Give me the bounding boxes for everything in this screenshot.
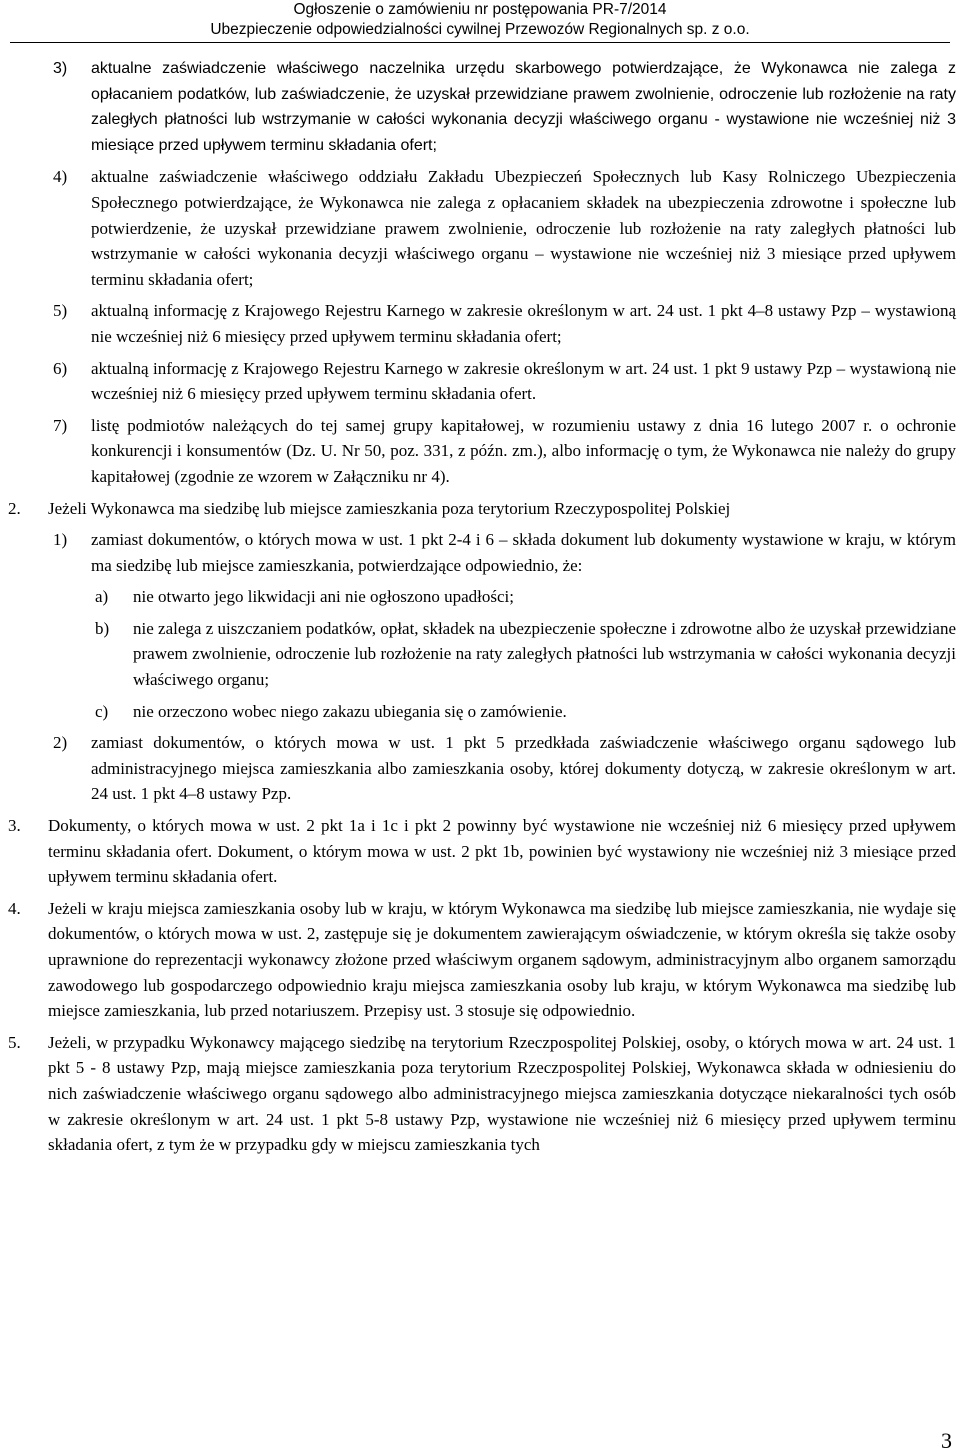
list-text: listę podmiotów należących do tej samej grupy kapitałowej, w rozumieniu ustawy z dnia 16 lutego 2007 r. o ochronie konkurencji i konsumentów (Dz. U. Nr 50, poz. 331, z późn. zm.), albo informację o tym, że Wykonawca nie należy do grupy kapitałowej (zgodnie ze wzorem w Załączniku nr 4). <box>91 415 956 486</box>
list-marker: 7) <box>53 415 68 435</box>
list-text: aktualne zaświadczenie właściwego naczelnika urzędu skarbowego potwierdzające, że Wykonawca nie zalega z opłacaniem podatków, lub zaświadczenie, że uzyskał przewidziane prawem zwolnienie, odroczenie lub rozłożenie na raty zaległych płatności lub wstrzymanie w całości wykonania decyzji właściwego organu - wystawione nie wcześniej niż 3 miesiące przed upływem terminu składania ofert; <box>91 60 956 154</box>
section-text: Dokumenty, o których mowa w ust. 2 pkt 1a i 1c i pkt 2 powinny być wystawione nie wcześniej niż 6 miesięcy przed upływem terminu składania ofert. Dokument, o którym mowa w ust. 2 pkt 1b, powinien być wystawiony nie wcześniej niż 3 miesiące przed upływem terminu składania ofert. <box>48 816 956 887</box>
list-marker: 2) <box>53 733 68 753</box>
header-title: Ogłoszenie o zamówieniu nr postępowania PR-7/2014 <box>293 1 667 18</box>
list-marker: 1) <box>53 530 68 550</box>
section-marker: 2. <box>8 498 21 518</box>
list-marker: c) <box>95 701 109 721</box>
list-marker: b) <box>95 618 110 638</box>
page-header <box>0 0 960 44</box>
section-4 <box>8 896 956 1024</box>
section-text: Jeżeli, w przypadku Wykonawcy mającego siedzibę na terytorium Rzeczpospolitej Polskiej, osoby, o których mowa w art. 24 ust. 1 pkt 5 - 8 ustawy Pzp, mają miejsce zamieszkania poza terytorium Rzeczpospolitej Polskiej, Wykonawca składa w odniesieniu do nich zaświadczenie właściwego organu sądowego albo administracyjnego miejsca zamieszkania dotyczące niekaralności tych osób w zakresie określonym w art. 24 ust. 1 pkt 5-8 ustawy Pzp, wystawione nie wcześniej niż 6 miesięcy przed upływem terminu składania ofert, z tym że w przypadku gdy w miejscu zamieszkania tych <box>48 1032 956 1155</box>
section-marker: 4. <box>8 898 21 918</box>
page-number: 3 <box>941 1428 952 1453</box>
list-item <box>53 298 956 349</box>
list-text: aktualną informację z Krajowego Rejestru Karnego w zakresie określonym w art. 24 ust. 1 pkt 9 ustawy Pzp – wystawioną nie wcześniej niż 6 miesięcy przed upływem terminu składania ofert. <box>91 358 956 404</box>
list-marker: 6) <box>53 358 68 378</box>
list-text: zamiast dokumentów, o których mowa w ust. 1 pkt 5 przedkłada zaświadczenie właściwego organu sądowego lub administracyjnego miejsca zamieszkania albo zamieszkania osoby, której dokumenty dotyczą, w zakresie określonym w art. 24 ust. 1 pkt 4–8 ustawy Pzp. <box>91 733 956 804</box>
section-2 <box>8 496 956 522</box>
section-marker: 3. <box>8 816 21 836</box>
list-text: nie otwarto jego likwidacji ani nie ogłoszono upadłości; <box>133 587 514 607</box>
list-text: nie zalega z uiszczaniem podatków, opłat, składek na ubezpieczenie społeczne i zdrowotne albo że uzyskał przewidziane prawem zwolnienie, odroczenie lub rozłożenie na raty zaległych płatności lub wstrzymania w całości wykonania decyzji właściwego organu; <box>133 618 956 690</box>
letter-item <box>95 699 956 725</box>
list-item <box>53 56 956 158</box>
letter-item <box>95 584 956 610</box>
section-text: Jeżeli w kraju miejsca zamieszkania osoby lub w kraju, w którym Wykonawca ma siedzibę lub miejsce zamieszkania, nie wydaje się dokumentów, o których mowa w ust. 2, zastępuje się je dokumentem zawierającym oświadczenie, w którym określa się także osoby uprawnione do reprezentacji wykonawcy złożone przed właściwym organem sądowym, administracyjnym albo organem samorządu zawodowego lub gospodarczego odpowiednio kraju miejsca zamieszkania osoby lub kraju, w którym Wykonawca ma siedzibę lub miejsce zamieszkania, lub przed notariuszem. Przepisy ust. 3 stosuje się odpowiednio. <box>48 898 956 1021</box>
letter-item <box>95 616 956 693</box>
header-rule <box>10 42 950 43</box>
list-marker: 4) <box>53 167 68 187</box>
list-marker: a) <box>95 587 109 607</box>
list-item <box>53 164 956 292</box>
list-item <box>53 413 956 490</box>
section-marker: 5. <box>8 1032 21 1052</box>
section-5 <box>8 1030 956 1158</box>
list-text: aktualną informację z Krajowego Rejestru Karnego w zakresie określonym w art. 24 ust. 1 pkt 4–8 ustawy Pzp – wystawioną nie wcześniej niż 6 miesięcy przed upływem terminu składania ofert; <box>91 301 956 346</box>
section-3 <box>8 813 956 890</box>
sub-item <box>53 527 956 578</box>
list-marker: 5) <box>53 301 68 321</box>
list-item <box>53 356 956 407</box>
list-text: nie orzeczono wobec niego zakazu ubiegania się o zamówienie. <box>133 701 567 721</box>
header-subtitle: Ubezpieczenie odpowiedzialności cywilnej Przewozów Regionalnych sp. z o.o. <box>210 21 750 38</box>
section-text: Jeżeli Wykonawca ma siedzibę lub miejsce zamieszkania poza terytorium Rzeczypospolitej Polskiej <box>48 498 731 518</box>
sub-item <box>53 730 956 807</box>
list-text: aktualne zaświadczenie właściwego oddziału Zakładu Ubezpieczeń Społecznych lub Kasy Rolniczego Ubezpieczenia Społecznego potwierdzające, że Wykonawca nie zalega z opłacaniem składek na ubezpieczenia zdrowotne i społeczne lub potwierdzenie, że uzyskał przewidziane prawem zwolnienie, odroczenie lub rozłożenie na raty zaległych płatności lub wstrzymanie w całości wykonania decyzji właściwego organu – wystawione nie wcześniej niż 3 miesiące przed upływem terminu składania ofert; <box>91 167 956 289</box>
document-body <box>0 56 960 1158</box>
list-text: zamiast dokumentów, o których mowa w ust. 1 pkt 2-4 i 6 – składa dokument lub dokumenty wystawione w kraju, w którym ma siedzibę lub miejsce zamieszkania, potwierdzające odpowiednio, że: <box>91 530 956 575</box>
list-marker: 3) <box>53 60 68 77</box>
